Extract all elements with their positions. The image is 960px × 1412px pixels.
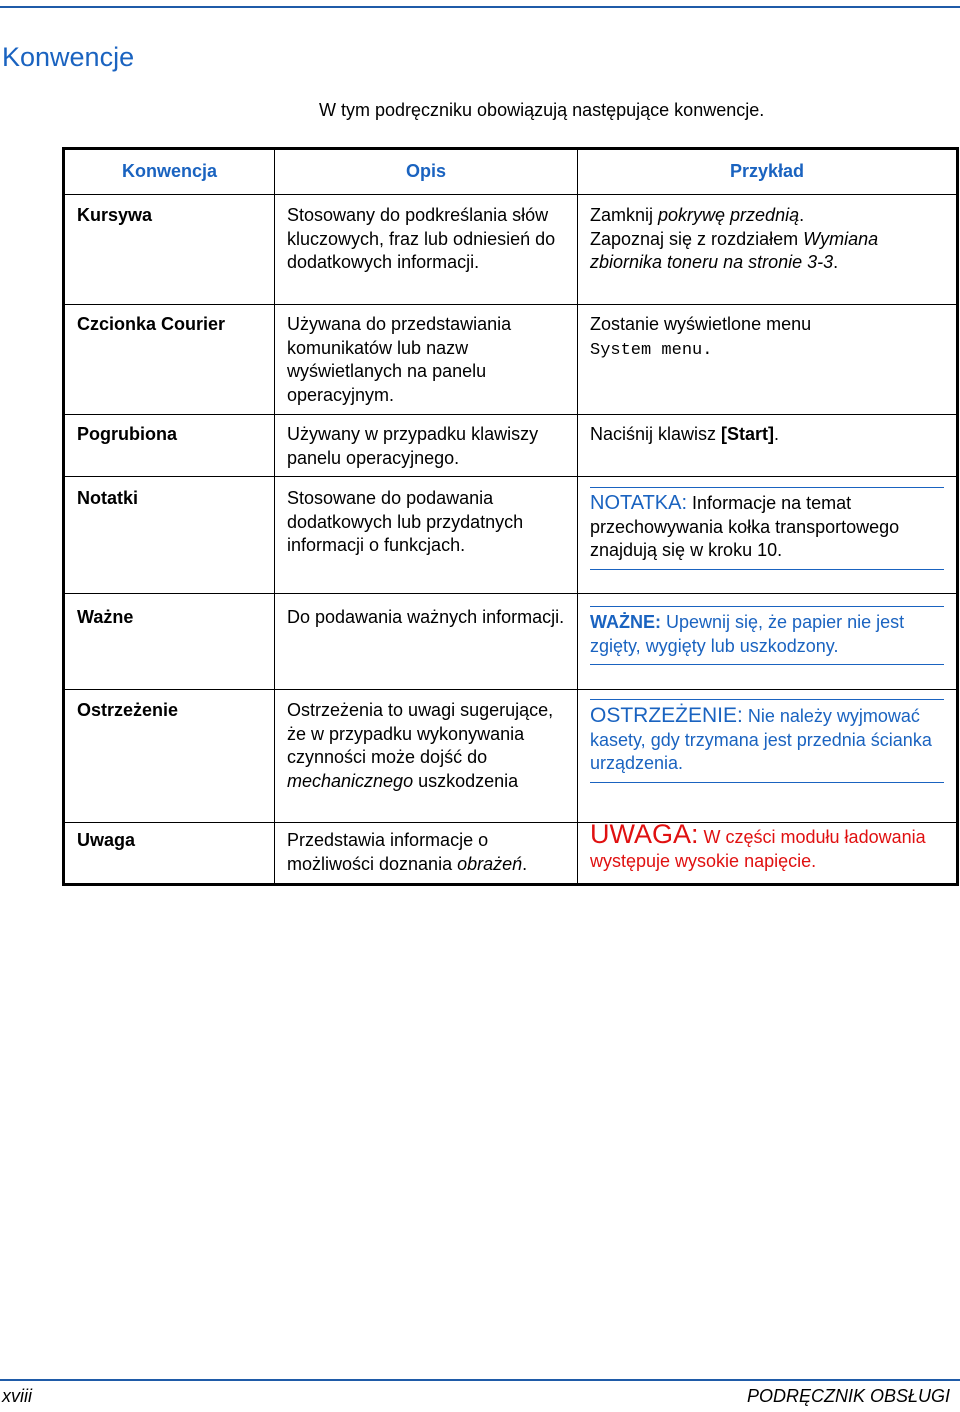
important-text: Upewnij się, że papier nie jest zgięty, wygięty lub uszkodzony. xyxy=(590,612,905,656)
row-example xyxy=(578,594,958,690)
table-row xyxy=(64,195,958,305)
caution-text: W części modułu ładowania występuje wysokie napięcie. xyxy=(590,827,926,871)
conventions-table xyxy=(62,147,959,886)
page-number: xviii xyxy=(2,1386,32,1406)
example-courier: System menu. xyxy=(590,340,713,360)
row-description: Stosowany do podkreślania słów kluczowych, fraz lub odniesień do dodatkowych informacji. xyxy=(275,195,578,305)
example-text: Zostanie wyświetlone menu xyxy=(590,314,812,334)
table-row xyxy=(64,477,958,594)
example-italic: Wymiana zbiornika toneru na stronie 3-3 xyxy=(590,228,879,272)
header-convention: Konwencja xyxy=(64,149,275,195)
example-text: . xyxy=(799,205,805,225)
note-text: Informacje na temat przechowywania kołka transportowego znajdują się w kroku 10. xyxy=(590,493,900,560)
page-title: Konwencje xyxy=(2,42,135,72)
description-text: uszkodzenia xyxy=(413,770,519,791)
row-example xyxy=(578,690,958,823)
row-name: Czcionka Courier xyxy=(64,305,275,415)
warning-text: Nie należy wyjmować kasety, gdy trzymana jest przednia ścianka urządzenia. xyxy=(590,706,932,773)
important-box xyxy=(590,606,944,665)
example-text: Naciśnij klawisz xyxy=(590,424,722,444)
description-italic: obrażeń xyxy=(457,853,523,874)
row-description: Do podawania ważnych informacji. xyxy=(275,594,578,690)
important-keyword: WAŻNE: xyxy=(590,612,661,632)
manual-title: PODRĘCZNIK OBSŁUGI xyxy=(746,1386,950,1406)
note-keyword: NOTATKA: xyxy=(590,492,688,514)
row-name: Kursywa xyxy=(64,195,275,305)
note-box xyxy=(590,487,944,570)
table-header-row xyxy=(64,149,958,195)
example-text: . xyxy=(833,252,839,272)
row-example xyxy=(578,305,958,415)
example-text: . xyxy=(774,424,780,444)
row-name: Ważne xyxy=(64,594,275,690)
row-description: Używany w przypadku klawiszy panelu operacyjnego. xyxy=(275,415,578,477)
row-description xyxy=(275,823,578,885)
top-rule xyxy=(0,6,960,8)
row-example xyxy=(578,415,958,477)
row-description: Używana do przedstawiania komunikatów lub nazw wyświetlanych na panelu operacyjnym. xyxy=(275,305,578,415)
table-row xyxy=(64,594,958,690)
bottom-rule xyxy=(0,1379,960,1381)
warning-box xyxy=(590,699,944,783)
example-bold: [Start] xyxy=(721,424,775,444)
example-text: Zamknij xyxy=(590,205,659,225)
header-example: Przykład xyxy=(578,149,958,195)
description-text: Przedstawia informacje o możliwości doznania xyxy=(287,830,489,874)
table-row xyxy=(64,823,958,885)
row-name: Ostrzeżenie xyxy=(64,690,275,823)
row-description: Stosowane do podawania dodatkowych lub przydatnych informacji o funkcjach. xyxy=(275,477,578,594)
table-row xyxy=(64,305,958,415)
example-italic: pokrywę przednią xyxy=(658,205,800,225)
intro-text: W tym podręczniku obowiązują następujące konwencje. xyxy=(319,100,765,120)
row-example xyxy=(578,195,958,305)
table-row xyxy=(64,690,958,823)
row-description xyxy=(275,690,578,823)
row-name: Notatki xyxy=(64,477,275,594)
table-row xyxy=(64,415,958,477)
row-name: Pogrubiona xyxy=(64,415,275,477)
row-example xyxy=(578,477,958,594)
row-name: Uwaga xyxy=(64,823,275,885)
description-text: Ostrzeżenia to uwagi sugerujące, że w przypadku wykonywania czynności może dojść do xyxy=(287,700,554,767)
description-text: . xyxy=(522,853,528,874)
warning-keyword: OSTRZEŻENIE: xyxy=(590,704,743,727)
row-example xyxy=(578,819,958,885)
example-text: Zapoznaj się z rozdziałem xyxy=(590,228,804,249)
caution-keyword: UWAGA: xyxy=(590,819,699,849)
header-description: Opis xyxy=(275,149,578,195)
description-italic: mechanicznego xyxy=(287,770,414,791)
